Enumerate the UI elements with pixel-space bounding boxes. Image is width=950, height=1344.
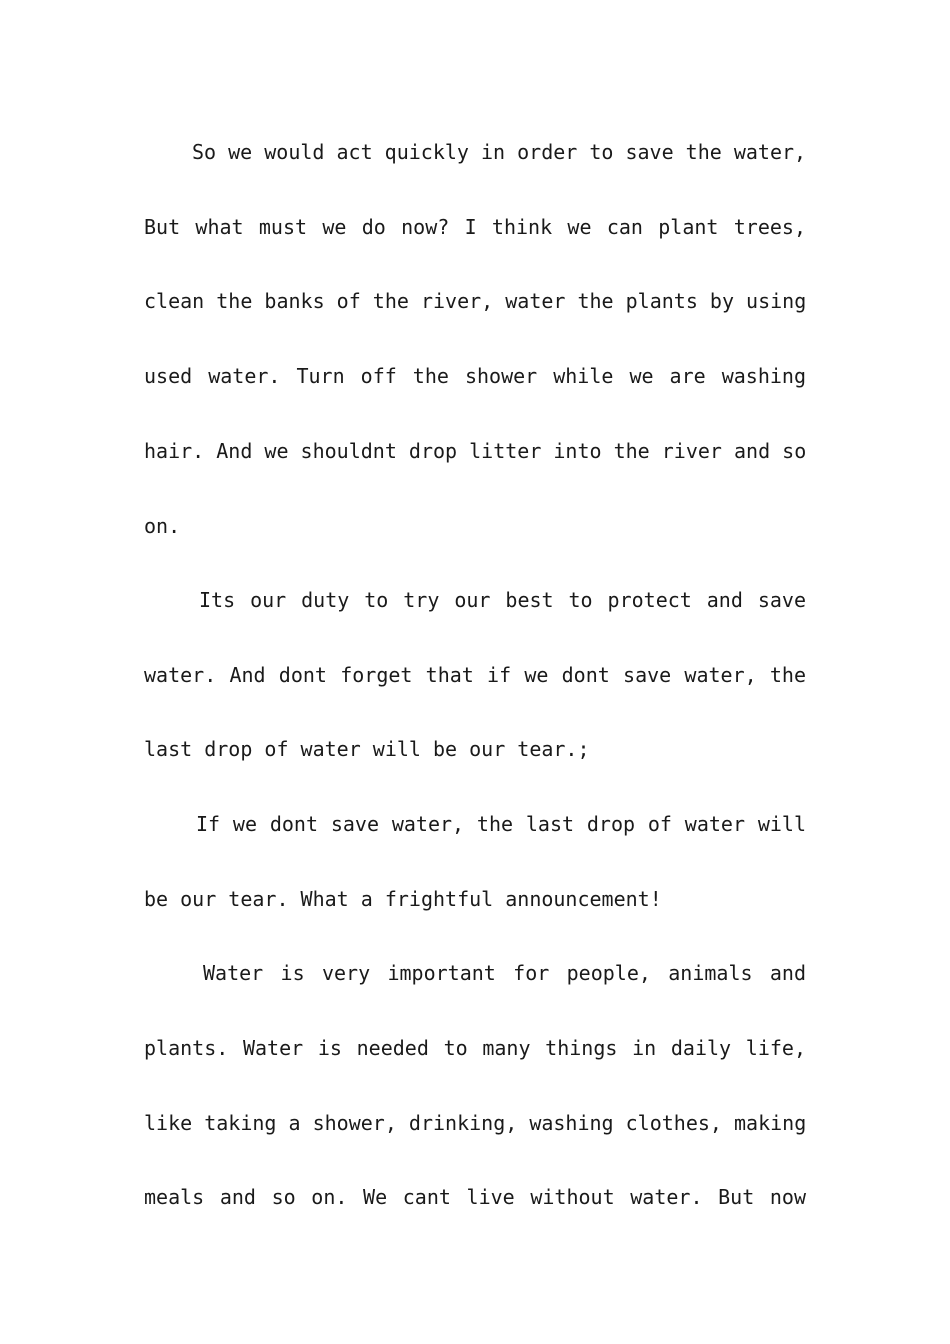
- paragraph-4-line-4: meals and so on. We cant live without water. But now: [144, 1185, 806, 1209]
- paragraph-2-line-2: water. And dont forget that if we dont save water, the: [144, 663, 806, 687]
- paragraph-4-line-3: like taking a shower, drinking, washing clothes, making: [144, 1111, 807, 1135]
- paragraph-1-line-4: used water. Turn off the shower while we are washing: [144, 364, 806, 388]
- paragraph-1-line-3: clean the banks of the river, water the plants by using: [144, 289, 807, 313]
- paragraph-1-line-6: on.: [144, 514, 181, 538]
- paragraph-1-line-1: So we would act quickly in order to save the water,: [192, 140, 807, 164]
- paragraph-1-line-2: But what must we do now? I think we can plant trees,: [144, 215, 806, 239]
- paragraph-1-line-5: hair. And we shouldnt drop litter into the river and so: [144, 439, 807, 463]
- paragraph-3-line-1: If we dont save water, the last drop of water will: [196, 812, 806, 836]
- paragraph-4-line-2: plants. Water is needed to many things in daily life,: [144, 1036, 806, 1060]
- paragraph-2-line-3: last drop of water will be our tear.;: [144, 737, 590, 761]
- paragraph-2-line-1: Its our duty to try our best to protect and save: [199, 588, 806, 612]
- paragraph-4-line-1: Water is very important for people, animals and: [203, 961, 806, 985]
- paragraph-3-line-2: be our tear. What a frightful announcement!: [144, 887, 662, 911]
